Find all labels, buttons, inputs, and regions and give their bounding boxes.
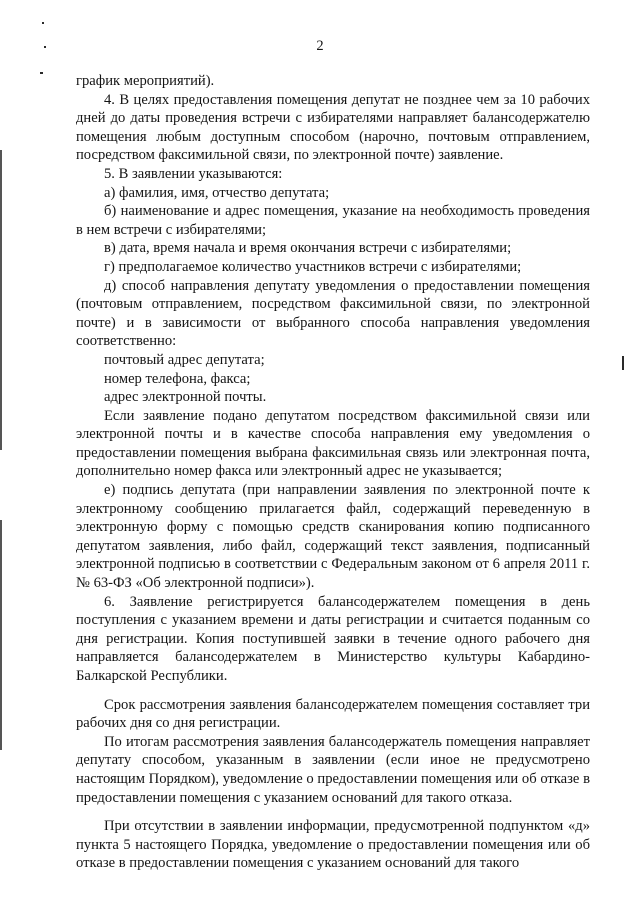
paragraph: 5. В заявлении указываются: — [104, 165, 283, 182]
document-body — [76, 72, 590, 873]
scan-mark — [0, 520, 2, 750]
scan-mark — [42, 22, 44, 24]
scan-mark — [0, 150, 2, 450]
paragraph: а) фамилия, имя, отчество депутата; — [104, 184, 330, 201]
paragraph: 6. Заявление регистрируется балансодержателем помещения в день поступления с указанием времени и даты регистрации и считается поданным со дня регистрации. Копия поступившей заявки в течение одного рабочего дня направляется балансодержателем в Министерство культуры Кабардино-Балкарской Республики. — [76, 593, 590, 684]
paragraph: Срок рассмотрения заявления балансодержателем помещения составляет три рабочих дня со дня регистрации. — [76, 696, 590, 732]
paragraph: почтовый адрес депутата; — [104, 351, 265, 368]
paragraph: г) предполагаемое количество участников встречи с избирателями; — [104, 258, 522, 275]
paragraph: график мероприятий). — [76, 73, 215, 89]
paragraph: номер телефона, факса; — [104, 370, 251, 387]
paragraph: д) способ направления депутату уведомления о предоставлении помещения (почтовым отправлением, посредством факсимильной связи, по электронной почте) и в зависимости от выбранного способа направления уведомления соответственно: — [76, 277, 590, 350]
paragraph: адрес электронной почты. — [104, 389, 267, 406]
paragraph: б) наименование и адрес помещения, указание на необходимость проведения в нем встречи с избирателями; — [76, 203, 590, 238]
paragraph: При отсутствии в заявлении информации, предусмотренной подпунктом «д» пункта 5 настоящего Порядка, уведомление о предоставлении помещения или об отказе в предоставлении помещения с указанием оснований для такого — [76, 818, 590, 872]
scan-mark — [622, 356, 624, 370]
paragraph: в) дата, время начала и время окончания встречи с избирателями; — [104, 240, 512, 257]
paragraph: По итогам рассмотрения заявления балансодержатель помещения направляет депутату способом, указанным в заявлении (если иное не предусмотрено настоящим Порядком), уведомление о предоставлении помещения или об отказе в предоставлении помещения с указанием оснований для такого отказа. — [76, 733, 590, 806]
paragraph: е) подпись депутата (при направлении заявления по электронной почте к электронному сообщению прилагается файл, содержащий переведенную в электронную форму с помощью средств сканирования копию подписанного депутатом заявления, либо файл, содержащий текст заявления, подписанный электронной подписью в соответствии с Федеральным законом от 6 апреля 2011 г. № 63-ФЗ «Об электронной подписи»). — [76, 482, 590, 592]
page-number: 2 — [316, 38, 324, 54]
scan-mark — [40, 72, 43, 74]
paragraph: 4. В целях предоставления помещения депутат не позднее чем за 10 рабочих дней до даты проведения встречи с избирателями направляет балансодержателю помещения любым доступным способом (нарочно, почтовым отправлением, посредством факсимильной связи, по электронной почте) заявление. — [76, 91, 590, 164]
paragraph: Если заявление подано депутатом посредством факсимильной связи или электронной почты и в качестве способа направления ему уведомления о предоставлении помещения выбрана факсимильная связь или электронная почта, дополнительно номер факса или электронный адрес не указывается; — [76, 407, 590, 480]
